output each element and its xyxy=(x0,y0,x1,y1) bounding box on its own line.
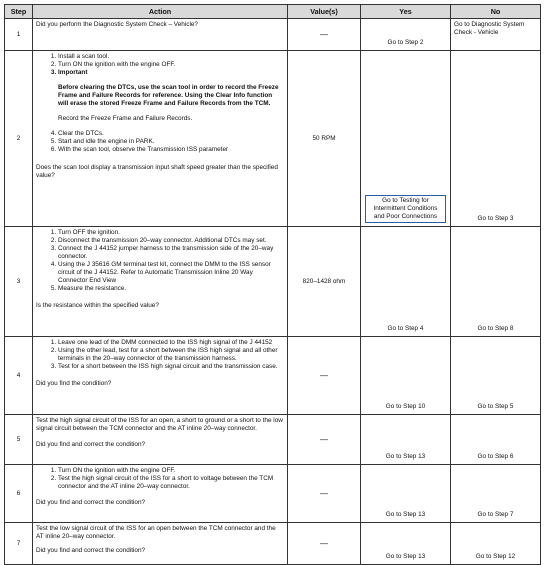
list-item: 3. Test for a short between the ISS high signal circuit and the transmission case. xyxy=(58,363,284,371)
action-question: Does the scan tool display a transmission input shaft speed greater than the specified value? xyxy=(36,164,278,179)
step-number: 7 xyxy=(5,523,33,565)
action-cell xyxy=(33,227,288,337)
header-step: Step xyxy=(5,5,33,19)
action-question: Is the resistance within the specified value? xyxy=(36,302,159,309)
list-item: 5. Measure the resistance. xyxy=(58,285,284,293)
no-cell xyxy=(451,19,541,51)
value-cell xyxy=(288,523,361,565)
list-item: 6. With the scan tool, observe the Transmission ISS parameter xyxy=(58,146,284,154)
value-cell xyxy=(288,337,361,415)
action-question: Did you find and correct the condition? xyxy=(36,547,146,554)
table-row xyxy=(5,227,541,337)
step-number: 3 xyxy=(5,227,33,337)
table-row xyxy=(5,523,541,565)
table-row xyxy=(5,337,541,415)
step-number: 1 xyxy=(5,19,33,51)
no-link[interactable]: Go to Diagnostic System Check - Vehicle xyxy=(454,21,525,36)
header-yes: Yes xyxy=(361,5,451,19)
step-number: 4 xyxy=(5,337,33,415)
yes-link[interactable]: Go to Testing for Intermittent Conditions and Poor Connections xyxy=(365,195,446,223)
step-number: 5 xyxy=(5,415,33,465)
no-cell xyxy=(451,465,541,523)
no-link[interactable]: Go to Step 3 xyxy=(477,215,514,222)
yes-link[interactable]: Go to Step 10 xyxy=(385,403,426,410)
yes-link[interactable]: Go to Step 13 xyxy=(385,553,426,560)
action-list xyxy=(36,130,284,154)
table-row xyxy=(5,415,541,465)
no-link[interactable]: Go to Step 5 xyxy=(477,403,514,410)
list-item: 2. Using the other lead, test for a short between the ISS high signal and all other terminals in the 20–way connector of the transmission harness. xyxy=(58,347,284,363)
no-cell xyxy=(451,337,541,415)
action-list xyxy=(36,339,284,371)
table-row xyxy=(5,465,541,523)
action-text: Test the high signal circuit of the ISS for an open, a short to ground or a short to the low signal circuit between the TCM connector and the AT inline 20–way connector. xyxy=(36,417,283,432)
action-cell xyxy=(33,337,288,415)
list-item: 2. Test the high signal circuit of the ISS for a short to voltage between the TCM connector and the AT inline 20–way connector. xyxy=(58,475,284,491)
yes-link[interactable]: Go to Step 13 xyxy=(385,453,426,460)
action-text: Test the low signal circuit of the ISS for an open between the TCM connector and the AT inline 20–way connector. xyxy=(36,525,276,540)
record-text: Record the Freeze Frame and Failure Records. xyxy=(58,115,193,122)
action-cell xyxy=(33,19,288,51)
action-cell xyxy=(33,523,288,565)
action-question: Did you perform the Diagnostic System Check – Vehicle? xyxy=(36,21,198,28)
value-text: 820–1428 ohm xyxy=(302,277,346,285)
list-item: 5. Start and idle the engine in PARK. xyxy=(58,138,284,146)
no-link[interactable]: Go to Step 12 xyxy=(475,553,516,560)
value-cell xyxy=(288,227,361,337)
yes-cell xyxy=(361,227,451,337)
yes-link[interactable]: Go to Step 4 xyxy=(387,325,424,332)
table-row xyxy=(5,51,541,227)
value-cell xyxy=(288,415,361,465)
value-text: 50 RPM xyxy=(312,134,336,142)
yes-cell xyxy=(361,415,451,465)
no-cell xyxy=(451,415,541,465)
header-no: No xyxy=(451,5,541,19)
list-item: 3. Important xyxy=(58,69,284,77)
action-cell xyxy=(33,465,288,523)
header-row xyxy=(5,5,541,19)
value-cell xyxy=(288,19,361,51)
no-link[interactable]: Go to Step 8 xyxy=(477,325,514,332)
no-link[interactable]: Go to Step 7 xyxy=(477,511,514,518)
header-action: Action xyxy=(33,5,288,19)
action-cell xyxy=(33,51,288,227)
no-link[interactable]: Go to Step 6 xyxy=(477,453,514,460)
value-cell xyxy=(288,51,361,227)
value-text: — xyxy=(320,29,328,39)
step-number: 2 xyxy=(5,51,33,227)
action-list xyxy=(36,467,284,491)
list-item: 1. Turn OFF the ignition. xyxy=(58,229,284,237)
step-number: 6 xyxy=(5,465,33,523)
value-text: — xyxy=(320,538,328,548)
value-cell xyxy=(288,465,361,523)
yes-cell xyxy=(361,523,451,565)
yes-cell xyxy=(361,337,451,415)
action-question: Did you find and correct the condition? xyxy=(36,499,146,506)
yes-cell xyxy=(361,465,451,523)
yes-cell xyxy=(361,19,451,51)
diagnostic-table xyxy=(4,4,541,565)
no-cell xyxy=(451,51,541,227)
action-cell xyxy=(33,415,288,465)
list-item: 1. Install a scan tool. xyxy=(58,53,284,61)
list-item: 2. Turn ON the ignition with the engine OFF. xyxy=(58,61,284,69)
yes-cell xyxy=(361,51,451,227)
action-question: Did you find the condition? xyxy=(36,380,112,387)
value-text: — xyxy=(320,488,328,498)
list-item: 3. Connect the J 44152 jumper harness to the transmission side of the 20–way connector. xyxy=(58,245,284,261)
no-cell xyxy=(451,227,541,337)
list-item: 4. Using the J 35616 GM terminal test kit, connect the DMM to the ISS sensor circuit of the J 44152. Refer to Automatic Transmission Inline 20 Way Connector End View xyxy=(58,261,284,285)
value-text: — xyxy=(320,370,328,380)
list-item: 4. Clear the DTCs. xyxy=(58,130,284,138)
yes-link[interactable]: Go to Step 13 xyxy=(385,511,426,518)
action-list xyxy=(36,53,284,77)
list-item: 1. Leave one lead of the DMM connected to the ISS high signal of the J 44152 xyxy=(58,339,284,347)
action-question: Did you find and correct the condition? xyxy=(36,441,146,448)
action-list xyxy=(36,229,284,293)
yes-link[interactable]: Go to Step 2 xyxy=(387,39,424,46)
no-cell xyxy=(451,523,541,565)
table-row xyxy=(5,19,541,51)
value-text: — xyxy=(320,434,328,444)
list-item: 2. Disconnect the transmission 20–way connector. Additional DTCs may set. xyxy=(58,237,284,245)
list-item: 1. Turn ON the ignition with the engine OFF. xyxy=(58,467,284,475)
important-note: Before clearing the DTCs, use the scan tool in order to record the Freeze Frame and Failure Records for reference. Using the Clear Info function will erase the stored Freeze Frame and Failure Records from the TCM. xyxy=(58,84,279,107)
header-values: Value(s) xyxy=(288,5,361,19)
